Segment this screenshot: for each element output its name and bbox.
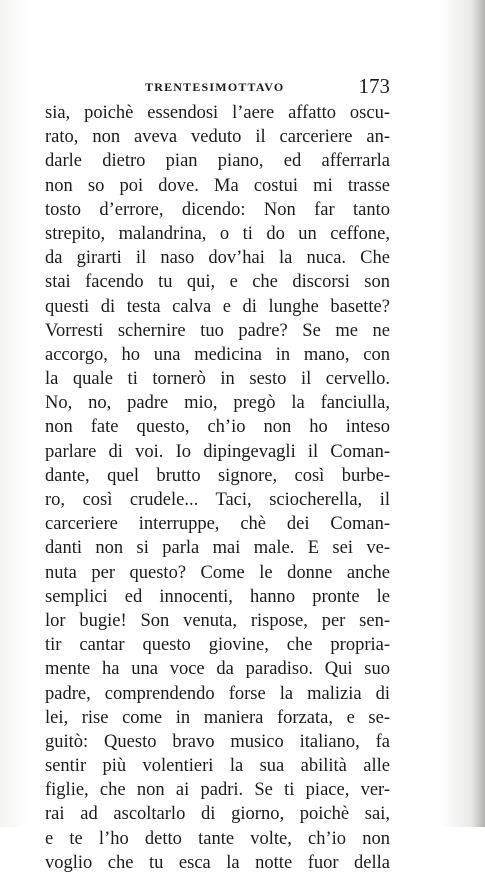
- text-line: rai ad ascoltarlo di giorno, poichè sai,: [45, 804, 390, 825]
- text-line: non fate questo, ch’io non ho inteso: [45, 417, 390, 438]
- text-line: accorgo, ho una medicina in mano, con: [45, 344, 390, 365]
- text-line: guitò: Questo bravo musico italiano, fa: [45, 731, 390, 752]
- text-line: sia, poichè essendosi l’aere affatto oscu-: [45, 103, 390, 123]
- text-line: figlie, che non ai padri. Se ti piace, ver-: [45, 780, 390, 801]
- text-line: tosto d’errore, dicendo: Non far tanto: [45, 199, 390, 220]
- text-line: lor bugie! Son venuta, rispose, per sen-: [45, 610, 390, 631]
- page-number: 173: [358, 74, 390, 98]
- text-line: ro, così crudele... Taci, sciocherella, il: [45, 490, 390, 510]
- text-line: Vorresti schernire tuo padre? Se me ne: [45, 320, 390, 341]
- body-text: [45, 101, 390, 875]
- text-line: mente ha una voce da paradiso. Qui suo: [45, 659, 390, 680]
- text-line: non so poi dove. Ma costui mi trasse: [45, 175, 390, 196]
- text-line: rato, non aveva veduto il carceriere an-: [45, 127, 390, 148]
- text-line: tir cantar questo giovine, che propria-: [45, 635, 390, 656]
- text-line: la quale ti tornerò in sesto il cervello.: [45, 369, 390, 390]
- text-line: voglio che tu esca la notte fuor della: [45, 852, 390, 873]
- running-title: TRENTESIMOTTAVO: [145, 80, 285, 94]
- text-line: No, no, padre mio, pregò la fanciulla,: [45, 393, 390, 414]
- text-line: questi di testa calva e di lunghe basette?: [45, 296, 390, 317]
- text-line: e te l’ho detto tante volte, ch’io non: [45, 828, 390, 849]
- text-line: padre, comprendendo forse la malizia di: [45, 683, 390, 704]
- text-line: strepito, malandrina, o ti do un ceffone,: [45, 223, 390, 244]
- text-line: lei, rise come in maniera forzata, e se-: [45, 707, 390, 728]
- text-line: carceriere interruppe, chè dei Coman-: [45, 514, 390, 535]
- text-line: dante, quel brutto signore, così burbe-: [45, 465, 390, 486]
- text-line: darle dietro pian piano, ed afferrarla: [45, 151, 390, 172]
- text-line: parlare di voi. Io dipingevagli il Coman-: [45, 441, 390, 462]
- text-line: danti non si parla mai male. E sei ve-: [45, 538, 390, 559]
- page-header: [140, 74, 390, 102]
- page-edge-shadow: [471, 0, 485, 827]
- text-line: stai facendo tu qui, e che discorsi son: [45, 272, 390, 293]
- text-line: semplici ed innocenti, hanno pronte le: [45, 586, 390, 607]
- text-line: nuta per questo? Come le donne anche: [45, 562, 390, 583]
- text-line: da girarti il naso dov’hai la nuca. Che: [45, 248, 390, 269]
- text-line: sentir più volentieri la sua abilità alle: [45, 756, 390, 777]
